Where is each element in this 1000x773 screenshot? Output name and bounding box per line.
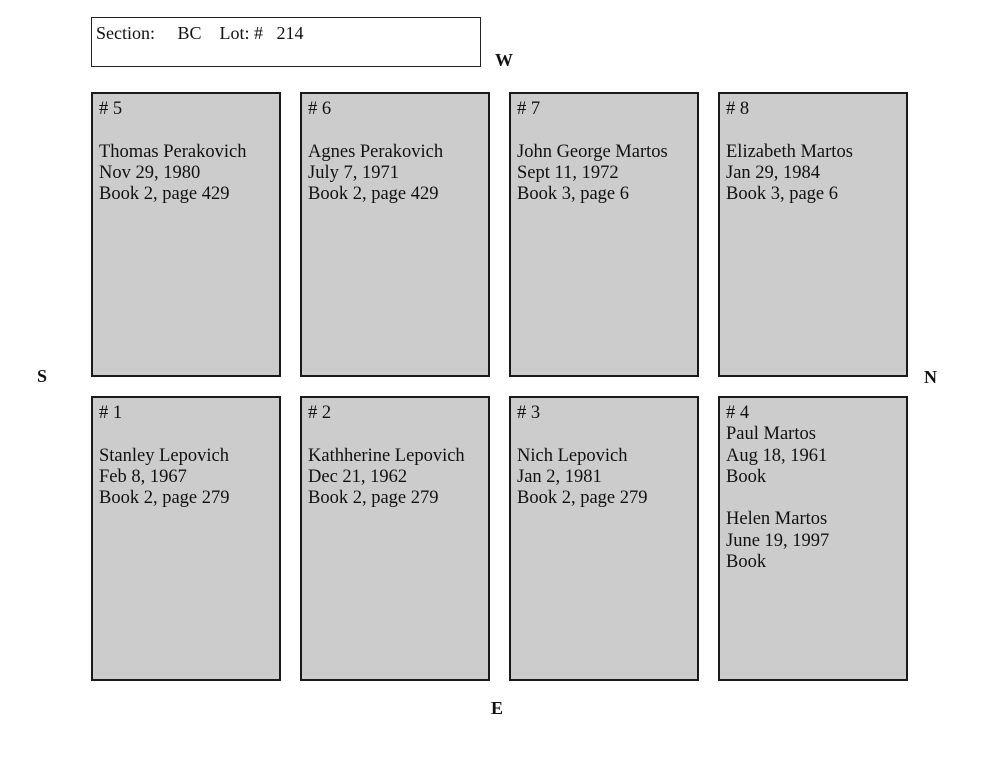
plot-text-line: Book 2, page 279	[99, 488, 230, 509]
plot-text-line: Paul Martos	[726, 424, 816, 445]
plot-text-line: Sept 11, 1972	[517, 162, 619, 183]
plot-text-line: Nov 29, 1980	[99, 162, 201, 183]
plot-text-line: Feb 8, 1967	[99, 466, 187, 487]
plot-blank-line	[308, 424, 482, 445]
plot-text-line: Aug 18, 1961	[726, 445, 828, 466]
plot-text-line: Jan 2, 1981	[517, 466, 602, 487]
plot-text-line: Book 3, page 6	[517, 184, 630, 205]
plot-number: # 3	[517, 403, 541, 423]
plot-blank-line	[726, 120, 900, 141]
section-lot-header	[91, 17, 481, 67]
plot-number: # 6	[308, 99, 332, 119]
plot-number: # 8	[726, 99, 750, 119]
lot-label: Lot: #	[219, 23, 264, 43]
plot-text-line: John George Martos	[517, 141, 668, 162]
plot-text-line: Dec 21, 1962	[308, 466, 408, 487]
plot-text-line: Helen Martos	[726, 509, 828, 530]
plot-number: # 7	[517, 99, 541, 119]
plot-text-line: Nich Lepovich	[517, 445, 628, 466]
plot-2	[300, 396, 490, 681]
plot-1	[91, 396, 281, 681]
plot-5	[91, 92, 281, 377]
plot-text-line: June 19, 1997	[726, 530, 830, 551]
plot-text-line: Book 2, page 429	[308, 184, 439, 205]
plot-blank-line	[99, 120, 273, 141]
plot-blank-line	[517, 424, 691, 445]
plot-blank-line	[726, 488, 900, 509]
plot-4	[718, 396, 908, 681]
plot-3	[509, 396, 699, 681]
plot-text-line: Stanley Lepovich	[99, 445, 229, 466]
plot-7	[509, 92, 699, 377]
plot-text-line: Book 2, page 429	[99, 184, 230, 205]
plot-text-line: Agnes Perakovich	[308, 141, 444, 162]
plot-8	[718, 92, 908, 377]
lot-value: 214	[276, 23, 304, 43]
plot-number: # 1	[99, 403, 123, 423]
compass-south: S	[37, 366, 48, 386]
plot-6	[300, 92, 490, 377]
plot-text-line: Book 2, page 279	[308, 488, 439, 509]
plot-blank-line	[308, 120, 482, 141]
plot-text-line: Book	[726, 466, 767, 487]
compass-north: N	[924, 367, 937, 387]
plot-number: # 2	[308, 403, 332, 423]
plot-text-line: Book 3, page 6	[726, 184, 839, 205]
plot-number: # 5	[99, 99, 123, 119]
plot-text-line: July 7, 1971	[308, 162, 399, 183]
plot-text-line: Thomas Perakovich	[99, 141, 247, 162]
plot-text-line: Jan 29, 1984	[726, 162, 821, 183]
section-value: BC	[177, 23, 202, 43]
compass-west: W	[495, 50, 513, 70]
plot-blank-line	[99, 424, 273, 445]
compass-east: E	[491, 698, 504, 718]
plot-text-line: Kathherine Lepovich	[308, 445, 465, 466]
plot-number: # 4	[726, 403, 750, 423]
plot-text-line: Book	[726, 552, 767, 573]
plot-text-line: Elizabeth Martos	[726, 141, 853, 162]
plot-text-line: Book 2, page 279	[517, 488, 648, 509]
section-label: Section:	[96, 23, 155, 43]
plot-blank-line	[517, 120, 691, 141]
